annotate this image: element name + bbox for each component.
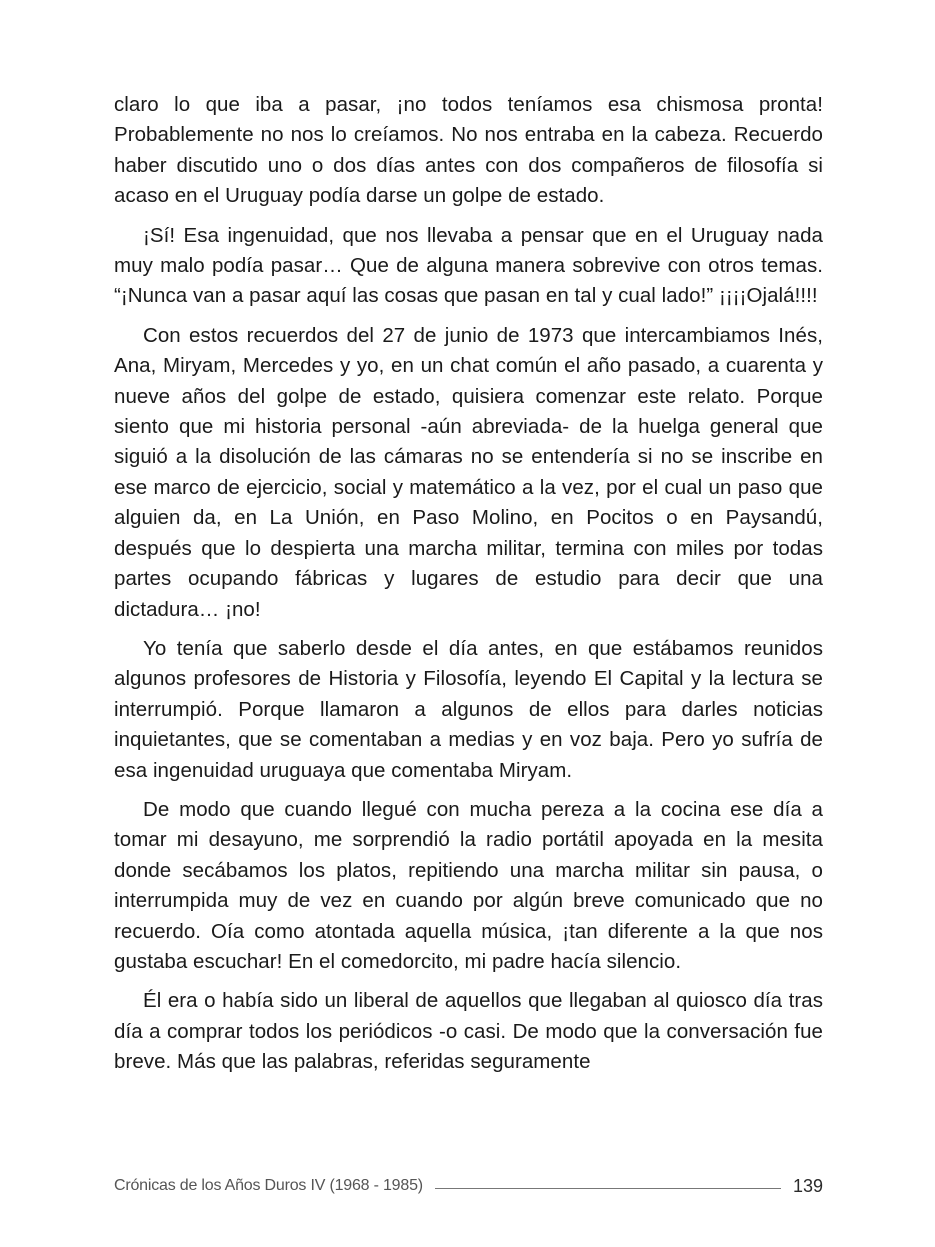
- paragraph-desayuno: De modo que cuando llegué con mucha pereza a la cocina ese día a tomar mi desayuno, me sorprendió la radio portátil apoyada en la mesita donde secábamos los platos, repitiendo una marcha militar sin pausa, o interrumpida muy de vez en cuando por algún breve comunicado que no recuerdo. Oía como atontada aquella música, ¡tan diferente a la que nos gustaba escuchar! En el comedorcito, mi padre hacía silencio.: [114, 797, 823, 973]
- paragraph-padre-liberal: Él era o había sido un liberal de aquellos que llegaban al quiosco día tras día a comprar todos los periódicos -o casi. De modo que la conversación fue breve. Más que las palabras, referidas seguramente: [114, 989, 823, 1074]
- body-text: [114, 90, 823, 1087]
- page-number: 139: [792, 1175, 823, 1196]
- footer-rule: [435, 1188, 781, 1189]
- paragraph-continuation: claro lo que iba a pasar, ¡no todos teníamos esa chismosa pronta! Probablemente no nos lo creíamos. No nos entraba en la cabeza. Recuerdo haber discutido uno o dos días antes con dos compañeros de filosofía si acaso en el Uruguay podía darse un golpe de estado.: [114, 93, 823, 208]
- running-footer-title: Crónicas de los Años Duros IV (1968 - 1985): [114, 1177, 423, 1194]
- paragraph-dia-antes: Yo tenía que saberlo desde el día antes, en que estábamos reunidos algunos profesores de Historia y Filosofía, leyendo El Capital y la lectura se interrumpió. Porque llamaron a algunos de ellos para darles noticias inquietantes, que se comentaban a medias y en voz baja. Pero yo sufría de esa ingenuidad uruguaya que comentaba Miryam.: [114, 636, 823, 782]
- page-footer: [114, 1174, 823, 1198]
- paragraph-recuerdos: Con estos recuerdos del 27 de junio de 1973 que intercambiamos Inés, Ana, Miryam, Mercedes y yo, en un chat común el año pasado, a cuarenta y nueve años del golpe de estado, quisiera comenzar este relato. Porque siento que mi historia personal -aún abreviada- de la huelga general que siguió a la disolución de las cámaras no se entendería si no se inscribe en ese marco de ejercicio, social y matemático a la vez, por el cual un paso que alguien da, en La Unión, en Paso Molino, en Pocitos o en Paysandú, después que lo despierta una marcha militar, termina con miles por todas partes ocupando fábricas y lugares de estudio para decir que una dictadura… ¡no!: [114, 323, 823, 621]
- paragraph-ingenuidad: ¡Sí! Esa ingenuidad, que nos llevaba a pensar que en el Uruguay nada muy malo podía pasar… Que de alguna manera sobrevive con otros temas. “¡Nunca van a pasar aquí las cosas que pasan en tal y cual lado!” ¡¡¡¡Ojalá!!!!: [114, 223, 823, 308]
